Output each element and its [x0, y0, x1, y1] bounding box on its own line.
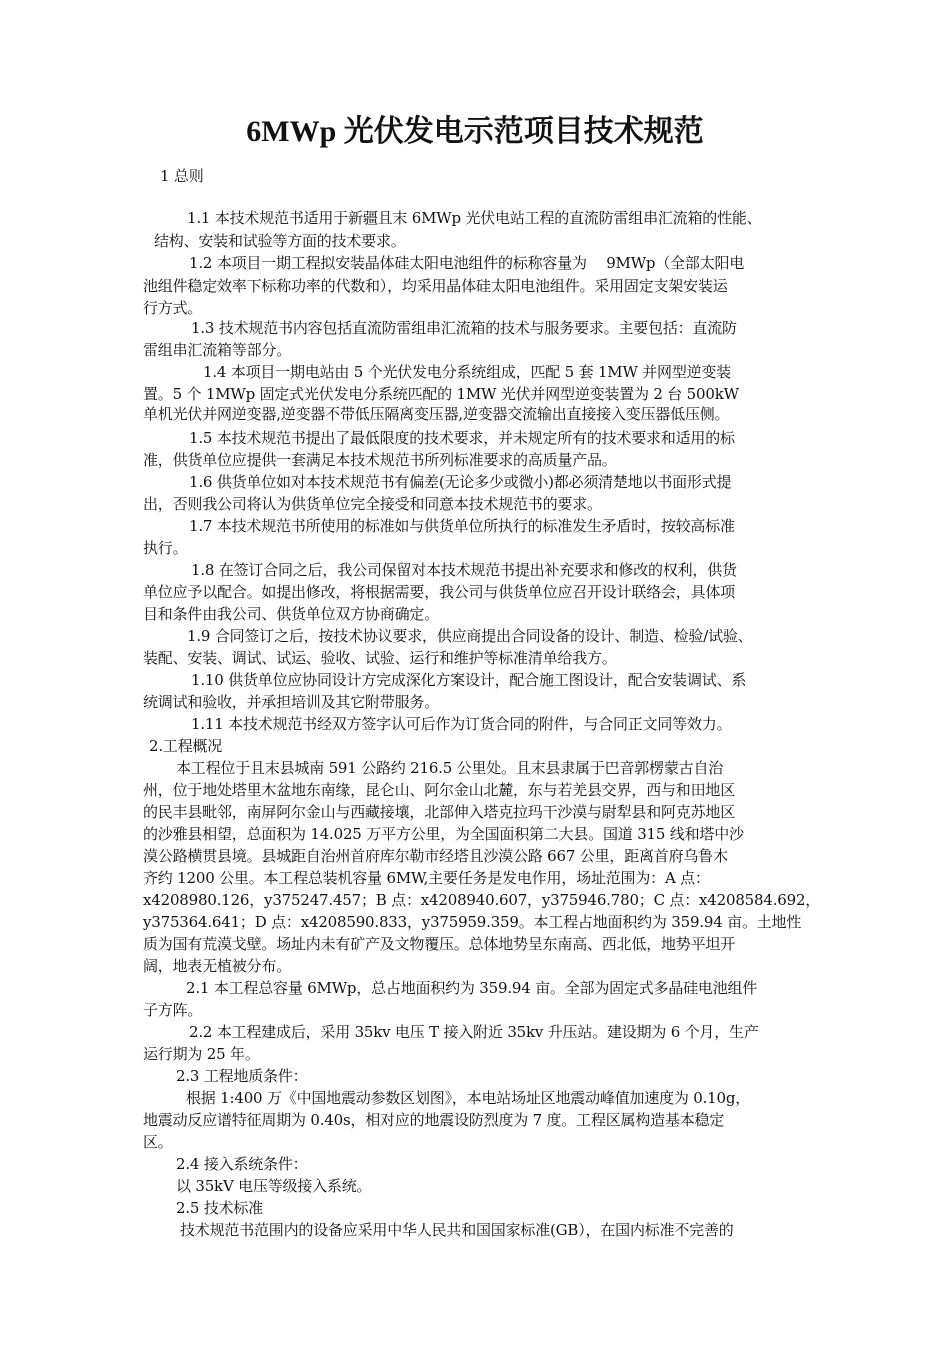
paragraph-line: 齐约 1200 公里。本工程总装机容量 6MW,主要任务是发电作用，场址范围为：A 点：: [143, 869, 710, 887]
paragraph-line: 单机光伏并网逆变器,逆变器不带低压隔离变压器,逆变器交流输出直接接入变压器低压侧。: [143, 405, 730, 423]
paragraph-line: 2.1 本工程总容量 6MWp，总占地面积约为 359.94 亩。全部为固定式多晶硅电池组件: [186, 979, 758, 997]
paragraph-line: 结构、安装和试验等方面的技术要求。: [154, 232, 406, 250]
paragraph-line: 2.2 本工程建成后，采用 35kv 电压 T 接入附近 35kv 升压站。建设期为 6 个月，生产: [189, 1023, 759, 1041]
paragraph-line: 根据 1:400 万《中国地震动参数区划图》，本电站场址区地震动峰值加速度为 0.10g，: [186, 1089, 751, 1107]
paragraph-line: 地震动反应谱特征周期为 0.40s，相对应的地震设防烈度为 7 度。工程区属构造基本稳定: [143, 1111, 725, 1129]
paragraph-line: 1.11 本技术规范书经双方签字认可后作为订货合同的附件，与合同正文同等效力。: [191, 715, 732, 733]
paragraph-line: 统调试和验收，并承担培训及其它附带服务。: [143, 693, 440, 711]
paragraph-line: 1.1 本技术规范书适用于新疆且末 6MWp 光伏电站工程的直流防雷组串汇流箱的性能、: [187, 209, 762, 227]
paragraph-line: 1.3 技术规范书内容包括直流防雷组串汇流箱的技术与服务要求。主要包括：直流防: [191, 319, 737, 337]
subsection-heading: 2.3 工程地质条件：: [176, 1067, 308, 1085]
paragraph-line: 的沙雅县相望，总面积为 14.025 万平方公里，为全国面积第二大县。国道 315 线和塔中沙: [143, 825, 744, 843]
paragraph-line: 本工程位于且末县城南 591 公路约 216.5 公里处。且末县隶属于巴音郭楞蒙古自治: [176, 759, 724, 777]
paragraph-line: 区。: [143, 1133, 173, 1151]
section-heading: 1 总则: [160, 167, 204, 185]
paragraph-line: 执行。: [143, 539, 188, 557]
paragraph-line: x4208980.126，y375247.457；B 点：x4208940.607，y375946.780；C 点：x4208584.692，: [143, 891, 821, 909]
paragraph-line: 的民丰县毗邻，南屏阿尔金山与西藏接壤，北部伸入塔克拉玛干沙漠与尉犁县和阿克苏地区: [143, 803, 736, 821]
paragraph-line: 1.4 本项目一期电站由 5 个光伏发电分系统组成，匹配 5 套 1MW 并网型逆变装: [203, 363, 732, 381]
section-heading: 2.工程概况: [149, 737, 223, 755]
paragraph-line: 雷组串汇流箱等部分。: [143, 341, 292, 359]
paragraph-line: 运行期为 25 年。: [143, 1045, 260, 1063]
paragraph-line: 行方式。: [143, 299, 203, 317]
paragraph-line: 1.5 本技术规范书提出了最低限度的技术要求，并未规定所有的技术要求和适用的标: [189, 429, 735, 447]
paragraph-line: 阔，地表无植被分布。: [143, 957, 292, 975]
document-title: 6MWp 光伏发电示范项目技术规范: [246, 115, 704, 148]
paragraph-line: 单位应予以配合。如提出修改，将根据需要，我公司与供货单位应召开设计联络会，具体项: [143, 583, 736, 601]
paragraph-line: 1.2 本项目一期工程拟安装晶体硅太阳电池组件的标称容量为 9MWp（全部太阳电: [189, 254, 745, 272]
paragraph-line: 州，位于地处塔里木盆地东南缘，昆仑山、阿尔金山北麓，东与若羌县交界，西与和田地区: [143, 781, 736, 799]
paragraph-line: 1.7 本技术规范书所使用的标准如与供货单位所执行的标准发生矛盾时，按较高标准: [189, 517, 735, 535]
paragraph-line: 1.9 合同签订之后，按技术协议要求，供应商提出合同设备的设计、制造、检验/试验、: [187, 627, 753, 645]
paragraph-line: 质为国有荒漠戈壁。场址内未有矿产及文物覆压。总体地势呈东南高、西北低，地势平坦开: [143, 935, 736, 953]
paragraph-line: y375364.641；D 点：x4208590.833，y375959.359。本工程占地面积约为 359.94 亩。土地性: [143, 913, 802, 931]
paragraph-line: 1.10 供货单位应协同设计方完成深化方案设计，配合施工图设计，配合安装调试、系: [191, 671, 747, 689]
paragraph-line: 子方阵。: [143, 1001, 203, 1019]
paragraph-line: 置。5 个 1MWp 固定式光伏发电分系统匹配的 1MW 光伏并网型逆变装置为 2 台 500kW: [143, 385, 739, 403]
paragraph-line: 出，否则我公司将认为供货单位完全接受和同意本技术规范书的要求。: [143, 495, 602, 513]
paragraph-line: 漠公路横贯县境。县城距自治州首府库尔勒市经塔且沙漠公路 667 公里，距离首府乌鲁木: [143, 847, 728, 865]
paragraph-line: 技术规范书范围内的设备应采用中华人民共和国国家标准(GB），在国内标准不完善的: [180, 1221, 734, 1239]
paragraph-line: 1.6 供货单位如对本技术规范书有偏差(无论多少或微小)都必须清楚地以书面形式提: [189, 473, 732, 491]
paragraph-line: 装配、安装、调试、试运、验收、试验、运行和维护等标准清单给我方。: [143, 649, 617, 667]
paragraph-line: 池组件稳定效率下标称功率的代数和），均采用晶体硅太阳电池组件。采用固定支架安装运: [143, 277, 728, 295]
paragraph-line: 以 35kV 电压等级接入系统。: [176, 1177, 372, 1195]
paragraph-line: 1.8 在签订合同之后，我公司保留对本技术规范书提出补充要求和修改的权利，供货: [191, 561, 737, 579]
subsection-heading: 2.5 技术标准: [176, 1199, 264, 1217]
paragraph-line: 准，供货单位应提供一套满足本技术规范书所列标准要求的高质量产品。: [143, 451, 617, 469]
subsection-heading: 2.4 接入系统条件：: [176, 1155, 308, 1173]
paragraph-line: 目和条件由我公司、供货单位双方协商确定。: [143, 605, 440, 623]
